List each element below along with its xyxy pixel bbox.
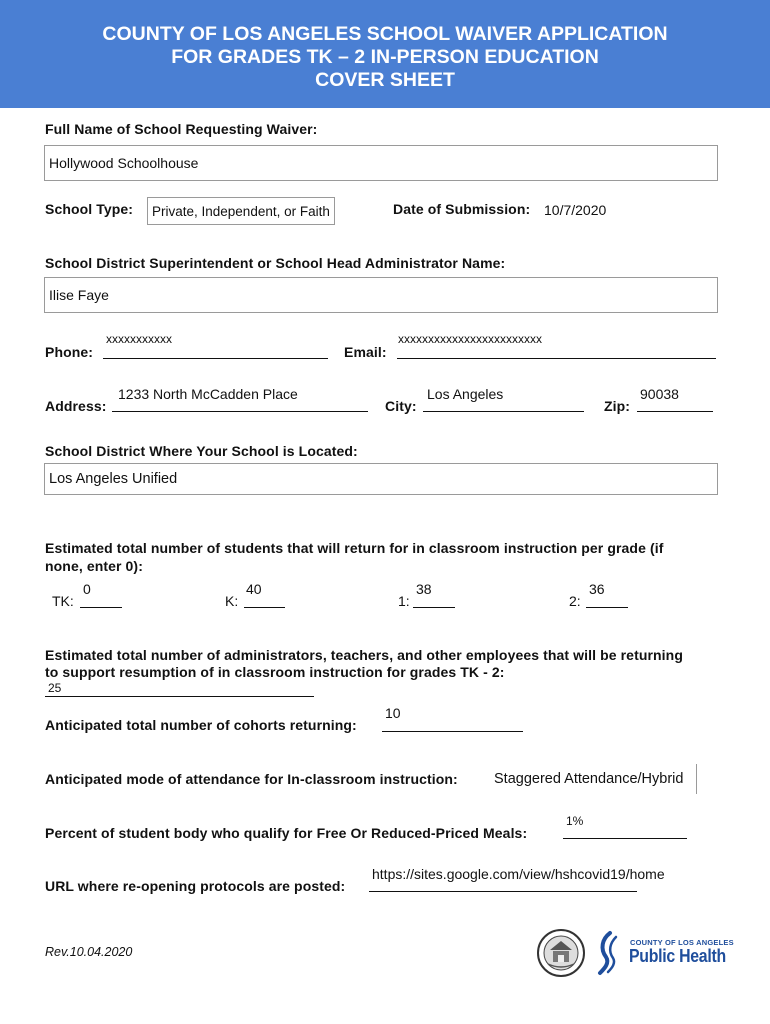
grade-tk-value[interactable]: 0 [83,581,91,597]
staff-question-line1: Estimated total number of administrators, teachers, and other employees that will be returning [45,647,683,663]
attendance-mode-label: Anticipated mode of attendance for In-classroom instruction: [45,771,458,787]
attendance-mode-field-edge [696,764,697,794]
revision-note: Rev.10.04.2020 [45,945,133,959]
submission-date-value[interactable]: 10/7/2020 [544,202,607,218]
county-seal-icon [536,928,586,978]
superintendent-field[interactable]: Ilise Faye [44,277,718,313]
logo-county-text: COUNTY OF LOS ANGELES [630,938,734,947]
grade-2-value[interactable]: 36 [589,581,605,597]
city-value[interactable]: Los Angeles [427,386,504,402]
free-meals-value[interactable]: 1% [566,814,584,828]
form-title-line1: COUNTY OF LOS ANGELES SCHOOL WAIVER APPLICATION [102,23,668,45]
grade-2-label: 2: [569,593,581,609]
email-label: Email: [344,344,387,360]
phone-value[interactable]: xxxxxxxxxxx [106,332,172,346]
cohorts-underline [382,731,523,732]
grade-1-label: 1: [398,593,410,609]
students-question-line2: none, enter 0): [45,558,143,574]
staff-question-line2: to support resumption of in classroom instruction for grades TK - 2: [45,664,505,680]
form-title-line3: COVER SHEET [315,69,455,91]
address-value[interactable]: 1233 North McCadden Place [118,386,298,402]
city-underline [423,411,584,412]
attendance-mode-value[interactable]: Staggered Attendance/Hybrid [494,771,684,787]
grade-k-label: K: [225,593,239,609]
free-meals-underline [563,838,687,839]
zip-value[interactable]: 90038 [640,386,679,402]
address-underline [112,411,368,412]
phone-label: Phone: [45,344,94,360]
grade-tk-label: TK: [52,593,74,609]
email-value[interactable]: xxxxxxxxxxxxxxxxxxxxxxxx [398,332,542,346]
city-label: City: [385,398,417,414]
submission-date-label: Date of Submission: [393,201,531,217]
school-name-label: Full Name of School Requesting Waiver: [45,121,318,137]
zip-label: Zip: [604,398,631,414]
school-type-field[interactable]: Private, Independent, or Faith [147,197,335,225]
logo-public-health-text: Public Health [629,946,726,966]
students-question-line1: Estimated total number of students that will return for in classroom instruction per grade (if [45,540,664,556]
school-name-field[interactable]: Hollywood Schoolhouse [44,145,718,181]
staff-underline [45,696,314,697]
grade-1-value[interactable]: 38 [416,581,432,597]
superintendent-label: School District Superintendent or School Head Administrator Name: [45,255,506,271]
grade-tk-underline [80,607,122,608]
form-title-line2: FOR GRADES TK – 2 IN-PERSON EDUCATION [171,46,599,68]
protocol-url-value[interactable]: https://sites.google.com/view/hshcovid19/home [372,866,665,882]
form-header [0,0,770,108]
protocol-url-underline [369,891,637,892]
grade-1-underline [413,607,455,608]
grade-2-underline [586,607,628,608]
district-label: School District Where Your School is Located: [45,443,358,459]
cohorts-value[interactable]: 10 [385,705,401,721]
address-label: Address: [45,398,107,414]
public-health-logo-icon [596,929,622,977]
district-field[interactable]: Los Angeles Unified [44,463,718,495]
phone-underline [103,358,328,359]
free-meals-label: Percent of student body who qualify for Free Or Reduced-Priced Meals: [45,825,528,841]
email-underline [397,358,716,359]
school-type-label: School Type: [45,201,134,217]
cohorts-label: Anticipated total number of cohorts returning: [45,717,357,733]
staff-value[interactable]: 25 [48,681,62,695]
grade-k-underline [244,607,285,608]
zip-underline [637,411,713,412]
protocol-url-label: URL where re-opening protocols are posted: [45,878,346,894]
grade-k-value[interactable]: 40 [246,581,262,597]
